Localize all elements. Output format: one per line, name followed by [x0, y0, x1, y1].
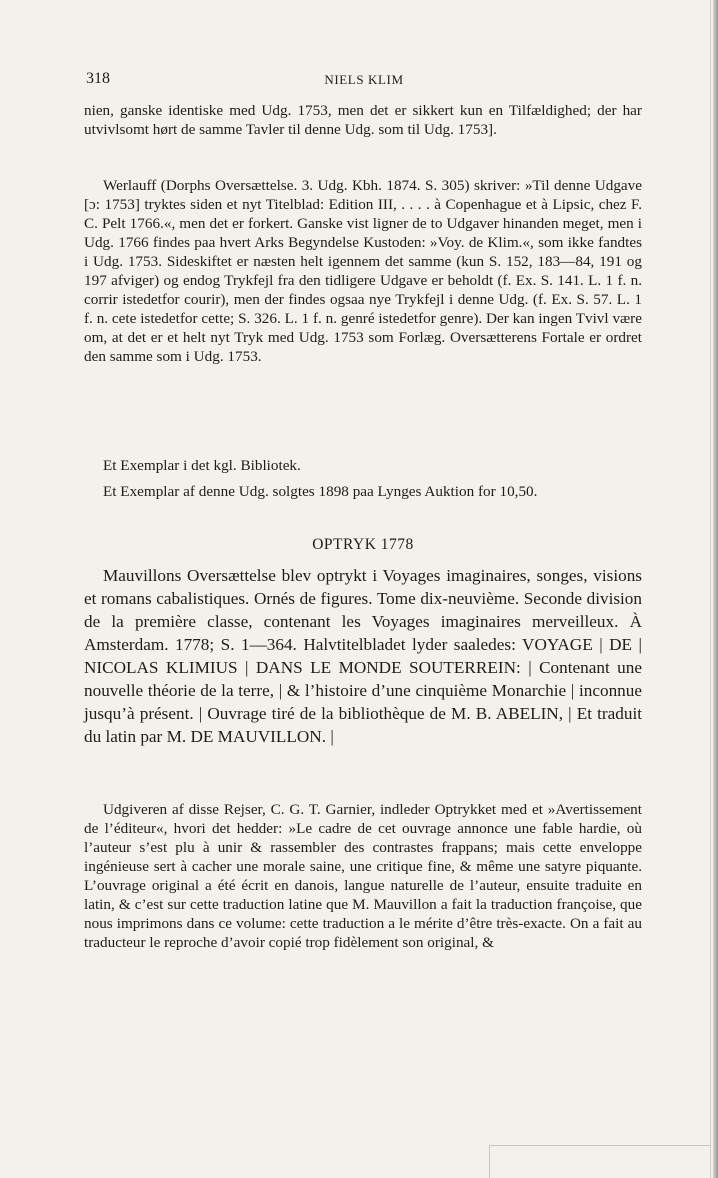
corner-mark	[489, 1145, 710, 1178]
page-number: 318	[86, 70, 110, 87]
paragraph-4: Et Exemplar af denne Udg. solgtes 1898 paa Lynges Auktion for 10,50.	[103, 483, 538, 500]
paragraph-werlauff	[84, 176, 642, 366]
paragraph-2: Werlauff (Dorphs Oversættelse. 3. Udg. Kbh. 1874. S. 305) skriver: »Til denne Udgave [ɔ: 1753] tryktes siden et nyt Titelblad: Edition III, . . . . à Copenhague et à Lipsic, chez F. C. Pelt 1766.«, men det er forkert. Ganske vist ligner de to Udgaver hinanden meget, men i Udg. 1766 findes paa hvert Arks Begyndelse Kustoden: »Voy. de Klim.«, som ikke fandtes i Udg. 1753. Sideskiftet er næsten helt igennem det samme (kun S. 152, 183—84, 191 og 197 afviger) og endog Trykfejl fra den tidligere Udgave er beholdt (f. Ex. S. 141. L. 1 f. n. corrir istedetfor courir), men der findes ogsaa nye Trykfejl i denne Udg. (f. Ex. S. 57. L. 1 f. n. cete istedetfor cette; S. 326. L. 1 f. n. genré istedetfor genre). Der kan ingen Tvivl være om, at det er et helt nyt Tryk med Udg. 1753 som Forlæg. Oversætterens Fortale er ordret den samme som i Udg. 1753.	[84, 177, 642, 365]
paragraph-exemplar-auction	[84, 482, 642, 501]
paragraph-1: nien, ganske identiske med Udg. 1753, men det er sikkert kun en Tilfældighed; der har utvivlsomt hørt de samme Tavler til denne Udg. som til Udg. 1753].	[84, 102, 642, 138]
paragraph-optryk	[84, 564, 642, 748]
page-edge	[713, 0, 718, 1178]
paragraph-6: Udgiveren af disse Rejser, C. G. T. Garnier, indleder Optrykket med et »Avertissement de l’éditeur«, hvori det hedder: »Le cadre de cet ouvrage annonce une fable hardie, où l’auteur s’est plu à unir & rassembler des contrastes frappans; mais cette enveloppe ingénieuse sert à cacher une morale saine, une critique fine, & même une satyre piquante. L’ouvrage original a été écrit en danois, langue naturelle de l’auteur, ensuite traduite en latin, & c’est sur cette traduction latine que M. Mauvillon a fait la traduction françoise, que nous imprimons dans ce volume: cette traduction a le mérite d’être très-exacte. On a fait au traducteur le reproche d’avoir copié trop fidèlement son original, &	[84, 801, 642, 951]
paragraph-5: Mauvillons Oversættelse blev optrykt i Voyages imaginaires, songes, visions et romans cabalistiques. Ornés de figures. Tome dix-neuvième. Seconde division de la première classe, contenant les Voyages imaginaires merveilleux. À Amsterdam. 1778; S. 1—364. Halvtitelbladet lyder saaledes: VOYAGE | DE | NICOLAS KLIMIUS | DANS LE MONDE SOUTERREIN: | Contenant une nouvelle théorie de la terre, | & l’histoire d’une cinquième Monarchie | inconnue jusqu’à présent. | Ouvrage tiré de la bibliothèque de M. B. ABELIN, | Et traduit du latin par M. DE MAUVILLON. |	[84, 566, 642, 746]
section-heading	[84, 536, 642, 554]
paragraph-3: Et Exemplar i det kgl. Bibliotek.	[103, 457, 301, 474]
paragraph-garnier	[84, 800, 642, 952]
page-edge-line	[710, 0, 711, 1178]
paragraph-exemplar-library	[84, 456, 642, 475]
section-heading-text: OPTRYK 1778	[312, 536, 414, 553]
running-title: NIELS KLIM	[324, 72, 404, 87]
page-header	[86, 70, 642, 92]
paragraph-continuation	[84, 101, 642, 139]
